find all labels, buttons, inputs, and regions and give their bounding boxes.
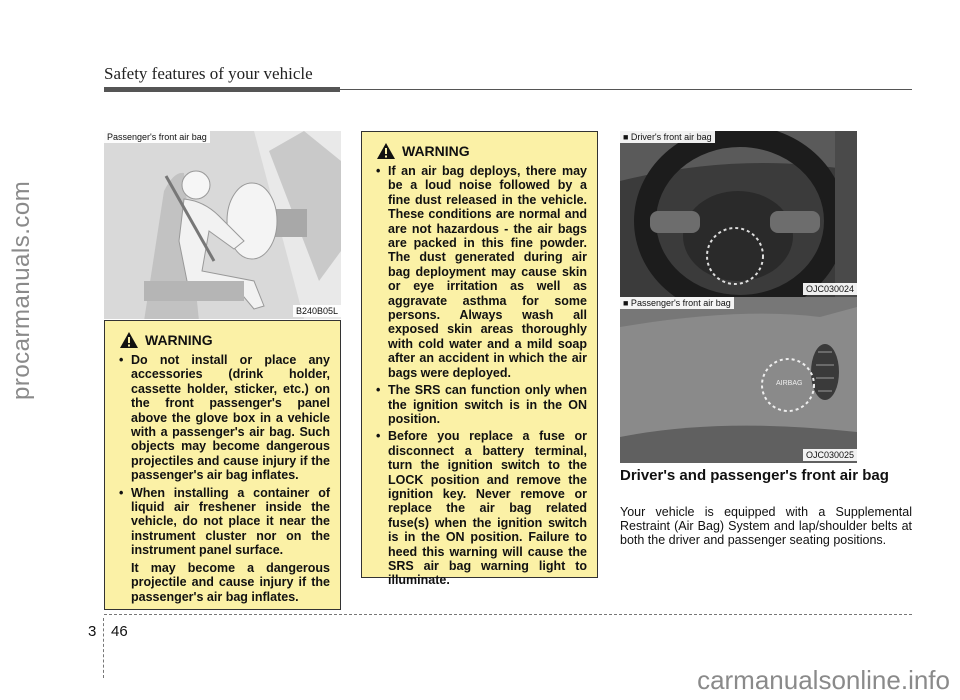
warning-triangle-icon [119, 331, 139, 349]
figure-code: OJC030024 [803, 283, 857, 295]
warning-title: WARNING [145, 332, 213, 348]
figure-caption: ■ Driver's front air bag [620, 131, 715, 143]
watermark-bottom: carmanualsonline.info [697, 665, 950, 695]
airbag-mark: AIRBAG [776, 380, 803, 387]
figure-caption: ■ Passenger's front air bag [620, 297, 734, 309]
warning-item: • If an air bag deploys, there may be a loud noise followed by a fine dust released in the vehicle. These conditions are normal and are not hazardous - the air bags are packed in this fine powder. The dust generated during air bag deployment may cause skin or eye irritation as well as aggravate asthma for some persons. Always wash all exposed skin areas thoroughly with cold water and a mild soap after an accident in which the air bags were deployed. [376, 164, 587, 380]
passenger-airbag-illustration [104, 131, 341, 319]
figure-code: B240B05L [293, 305, 341, 317]
section-body: Your vehicle is equipped with a Supplemental Restraint (Air Bag) System and lap/shoulder belts at both the driver and passenger seating positions. [620, 505, 912, 548]
driver-airbag-photo [620, 131, 857, 297]
footer-rule [104, 614, 912, 615]
warning-item: • Before you replace a fuse or disconnect a battery terminal, turn the ignition switch to the LOCK position and remove the ignition key. Never remove or replace the air bag related fuse(s) when the ignition switch is in the ON position. Failure to heed this warning will cause the SRS air bag warning light to illuminate. [376, 429, 587, 587]
header-rule [104, 87, 340, 92]
footer-divider [103, 618, 104, 678]
section-title: Driver's and passenger's front air bag [620, 467, 889, 484]
passenger-airbag-photo [620, 297, 857, 463]
passenger-airbag-drawing [104, 131, 341, 319]
page-number: 46 [111, 623, 128, 640]
warning-box-deployment [361, 131, 598, 588]
warning-item: • The SRS can function only when the ignition switch is in the ON position. [376, 383, 587, 426]
chapter-number: 3 [88, 623, 97, 640]
warning-heading [362, 142, 597, 160]
warning-title: WARNING [402, 143, 470, 159]
warning-triangle-icon [376, 142, 396, 160]
figure-code: OJC030025 [803, 449, 857, 461]
warning-item: • Do not install or place any accessories (drink holder, cassette holder, sticker, etc.) on the front passenger's panel above the glove box in a vehicle with a passenger's air bag. Such objects may become dangerous projectiles and cause injury if the passenger's air bag inflates. [119, 353, 330, 483]
warning-list [105, 353, 340, 558]
header-rule-thin [340, 89, 912, 90]
figure-caption: Passenger's front air bag [104, 131, 210, 143]
warning-item: • When installing a container of liquid air freshener inside the vehicle, do not place it near the instrument cluster nor on the instrument panel surface. [119, 486, 330, 558]
watermark-left: procarmanuals.com [8, 180, 35, 400]
warning-list [362, 164, 597, 588]
warning-heading [105, 331, 340, 349]
dashboard-drawing [620, 297, 857, 463]
page-header-title: Safety features of your vehicle [104, 64, 313, 83]
warning-box-accessories [104, 320, 341, 610]
steering-wheel-drawing [620, 131, 857, 297]
warning-continuation: It may become a dangerous projectile and cause injury if the passenger's air bag inflates. [131, 560, 330, 604]
